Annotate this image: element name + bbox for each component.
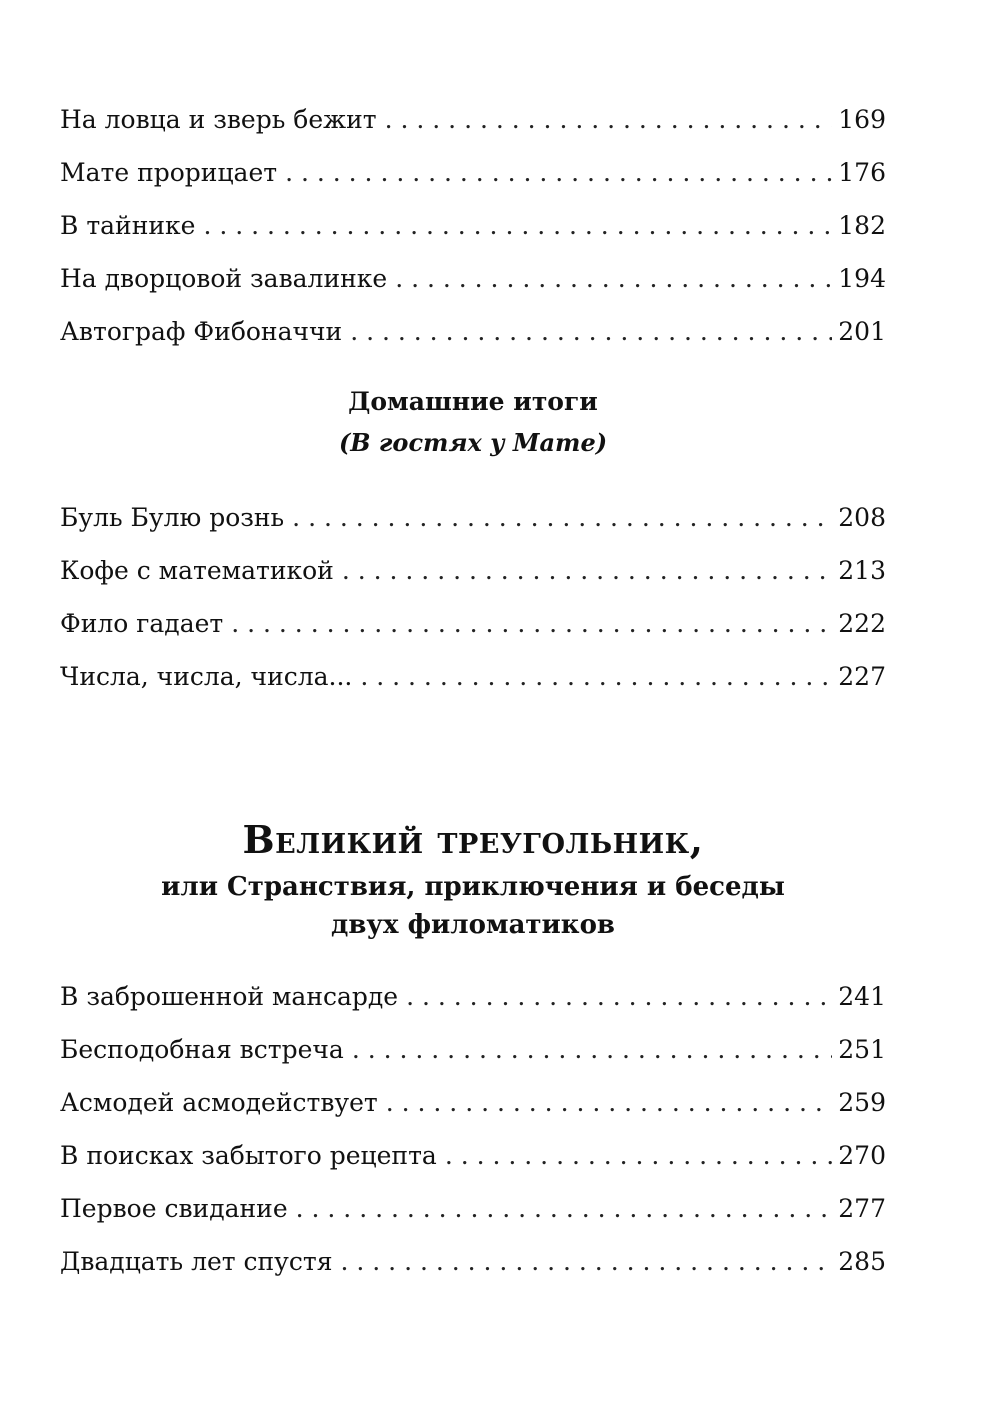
toc-entry-title: Первое свидание [60, 1194, 288, 1223]
toc-section-1 [60, 93, 886, 358]
toc-entry [60, 1076, 886, 1129]
toc-entry-page: 213 [838, 556, 886, 585]
toc-entry-title: Буль Булю рознь [60, 503, 285, 532]
toc-entry-page: 251 [838, 1035, 886, 1064]
toc-entry-page: 241 [838, 982, 886, 1011]
toc-entry [60, 93, 886, 146]
toc-entry-title: Бесподобная встреча [60, 1035, 344, 1064]
toc-leader-dots [445, 1129, 832, 1182]
toc-leader-dots [203, 199, 832, 252]
toc-leader-dots [231, 597, 832, 650]
toc-leader-dots [360, 650, 832, 703]
toc-entry-title: В поисках забытого рецепта [60, 1141, 437, 1170]
toc-entry-title: На ловца и зверь бежит [60, 105, 377, 134]
toc-entry-title: В тайнике [60, 211, 196, 240]
part-subtitle-line-2: двух филоматиков [330, 910, 615, 940]
toc-leader-dots [395, 252, 832, 305]
toc-entry [60, 252, 886, 305]
toc-leader-dots [386, 1076, 833, 1129]
toc-entry-page: 182 [838, 211, 886, 240]
toc-entry-title: Фило гадает [60, 609, 224, 638]
toc-entry-page: 259 [838, 1088, 886, 1117]
toc-entry [60, 199, 886, 252]
toc-entry-title: Числа, числа, числа... [60, 662, 353, 691]
toc-entry [60, 1129, 886, 1182]
toc-leader-dots [341, 1235, 833, 1288]
toc-entry [60, 305, 886, 358]
subsection-heading: Домашние итоги [348, 387, 598, 416]
toc-entry [60, 970, 886, 1023]
toc-leader-dots [406, 970, 832, 1023]
part-subtitle [0, 868, 946, 944]
toc-entry-page: 227 [838, 662, 886, 691]
toc-entry-title: Мате прорицает [60, 158, 278, 187]
toc-leader-dots [350, 305, 832, 358]
toc-section-3 [60, 970, 886, 1288]
part-title: Великий треугольник, [242, 817, 704, 862]
toc-entry [60, 146, 886, 199]
toc-entry-page: 270 [838, 1141, 886, 1170]
toc-entry-title: Двадцать лет спустя [60, 1247, 333, 1276]
toc-entry [60, 491, 886, 544]
toc-entry-title: Асмодей асмодействует [60, 1088, 378, 1117]
toc-entry-page: 285 [838, 1247, 886, 1276]
toc-leader-dots [352, 1023, 832, 1076]
toc-leader-dots [292, 491, 832, 544]
toc-entry-page: 222 [838, 609, 886, 638]
toc-entry-page: 194 [838, 264, 886, 293]
toc-entry [60, 650, 886, 703]
toc-entry [60, 1235, 886, 1288]
toc-leader-dots [342, 544, 832, 597]
toc-entry-title: В заброшенной мансарде [60, 982, 399, 1011]
toc-entry [60, 1182, 886, 1235]
toc-entry [60, 1023, 886, 1076]
toc-section-2 [60, 491, 886, 703]
toc-entry-page: 208 [838, 503, 886, 532]
subsection-note: (В гостях у Мате) [338, 428, 608, 457]
toc-entry-page: 201 [838, 317, 886, 346]
toc-entry-page: 169 [838, 105, 886, 134]
toc-entry-page: 277 [838, 1194, 886, 1223]
part-subtitle-line-1: или Странствия, приключения и беседы [161, 872, 785, 902]
toc-leader-dots [385, 93, 833, 146]
toc-leader-dots [296, 1182, 833, 1235]
toc-entry [60, 544, 886, 597]
toc-entry-title: Автограф Фибоначчи [60, 317, 343, 346]
toc-entry [60, 597, 886, 650]
toc-leader-dots [285, 146, 832, 199]
toc-entry-title: На дворцовой завалинке [60, 264, 388, 293]
toc-entry-title: Кофе с математикой [60, 556, 334, 585]
toc-entry-page: 176 [838, 158, 886, 187]
